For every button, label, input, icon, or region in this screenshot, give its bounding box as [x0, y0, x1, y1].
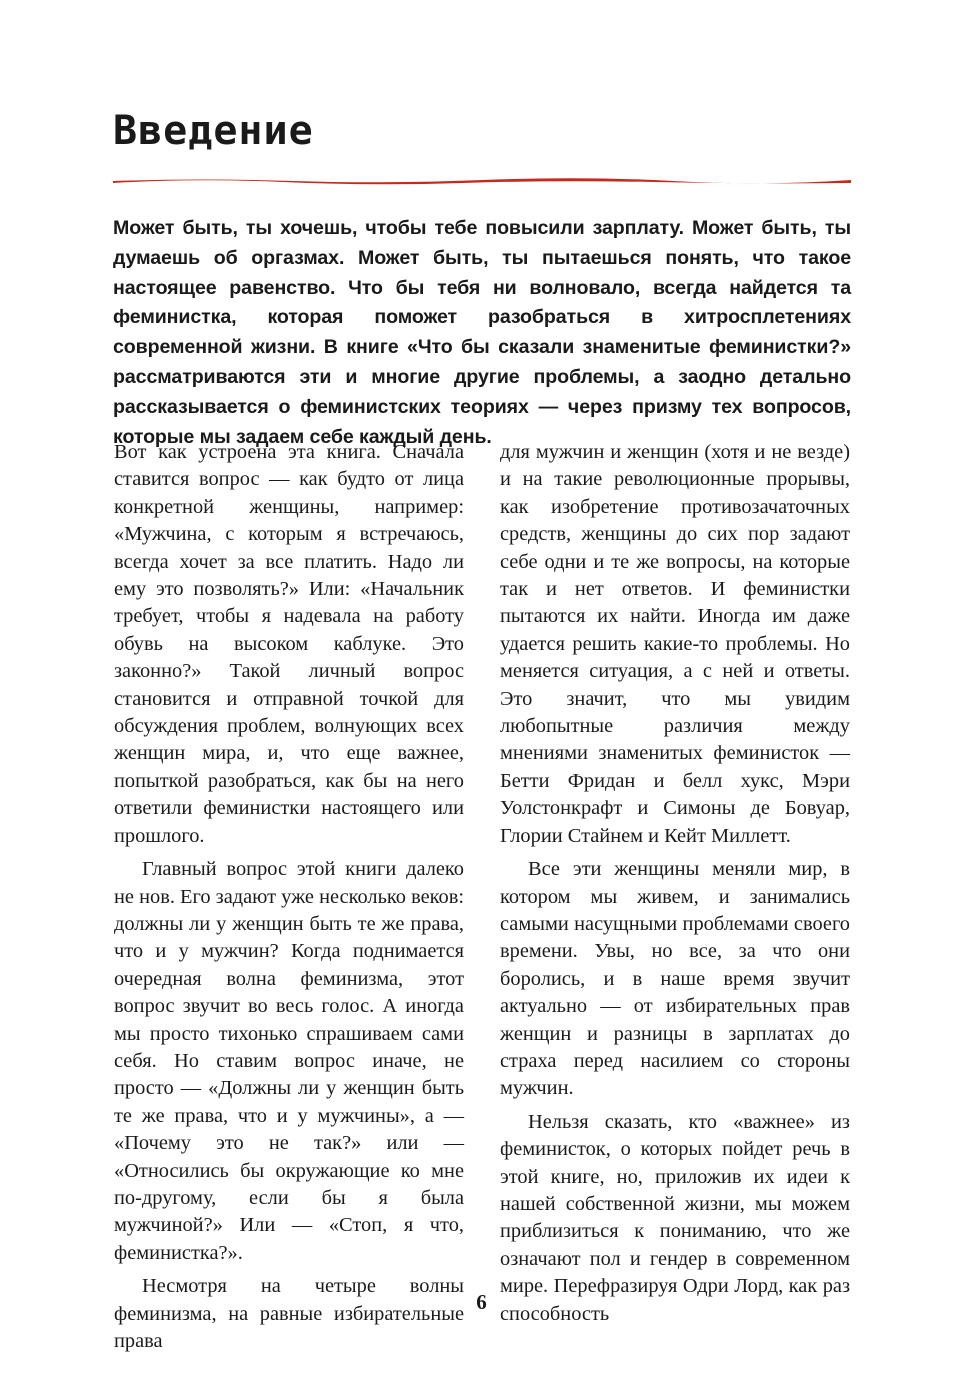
body-paragraph: Все эти женщины меняли мир, в котором мы живем, и занимались самыми насущными проблемами своего времени. Увы, но все, за что они боролись, и в наше время звучит актуально — от избирательных прав женщин и разницы в зарплатах до страха перед насилием со стороны мужчин. — [500, 858, 850, 1100]
lead-paragraph: Может быть, ты хочешь, чтобы тебе повысили зарплату. Может быть, ты думаешь об оргазмах. Может быть, ты пытаешься понять, что такое настоящее равенство. Что бы тебя ни волновало, всегда найдется та феминистка, которая поможет разобраться в хитросплетениях современной жизни. В книге «Что бы сказали знаменитые феминистки?» рассматриваются эти и многие другие проблемы, а заодно детально рассказывается о феминистских теориях — через призму тех вопросов, которые мы задаем себе каждый день. — [113, 217, 851, 448]
body-paragraph: Главный вопрос этой книги далеко не нов. Его задают уже несколько веков: должны ли у женщин быть те же права, что и у мужчин? Когда поднимается очередная волна феминизма, этот вопрос звучит во весь голос. А иногда мы просто тихонько спрашиваем сами себя. Но ставим вопрос иначе, не просто — «Должны ли у женщин быть те же права, что и у мужчины», а — «Почему это не так?» или — «Относились бы окружающие ко мне по-другому, если бы я была мужчиной?» Или — «Стоп, я что, феминистка?». — [114, 858, 464, 1264]
right-column — [500, 439, 850, 1334]
body-paragraph: для мужчин и женщин (хотя и не везде) и на такие революционные прорывы, как изобретение противозачаточных средств, женщины до сих пор задают себе одни и те же вопросы, на которые так и нет ответов. И феминистки пытаются их найти. Иногда им даже удается решить какие-то проблемы. Но меняется ситуация, а с ней и ответы. Это значит, что мы увидим любопытные различия между мнениями знаменитых феминисток — Бетти Фридан и белл хукс, Мэри Уолстонкрафт и Симоны де Бовуар, Глории Стайнем и Кейт Миллетт. — [500, 441, 850, 847]
page-title: Введение — [113, 108, 314, 154]
left-column — [114, 439, 464, 1361]
body-paragraph: Вот как устроена эта книга. Сначала ставится вопрос — как будто от лица конкретной женщины, например: «Мужчина, с которым я встречаюсь, всегда хочет за все платить. Надо ли ему это позволять?» Или: «Начальник требует, чтобы я надевала на работу обувь на высоком каблуке. Это законно?» Такой личный вопрос становится и отправной точкой для обсуждения проблем, волнующих всех женщин мира, и, что еще важнее, попыткой разобраться, как бы на него ответили феминистки настоящего или прошлого. — [114, 441, 464, 847]
page-number: 6 — [476, 1290, 487, 1314]
body-paragraph: Несмотря на четыре волны феминизма, на равные избирательные права — [114, 1275, 464, 1352]
body-paragraph: Нельзя сказать, кто «важнее» из феминисток, о которых пойдет речь в этой книге, но, приложив их идеи к нашей собственной жизни, мы можем приблизиться к пониманию, что же означают пол и гендер в современном мире. Перефразируя Одри Лорд, как раз способность — [500, 1110, 850, 1325]
title-underline — [113, 176, 851, 185]
